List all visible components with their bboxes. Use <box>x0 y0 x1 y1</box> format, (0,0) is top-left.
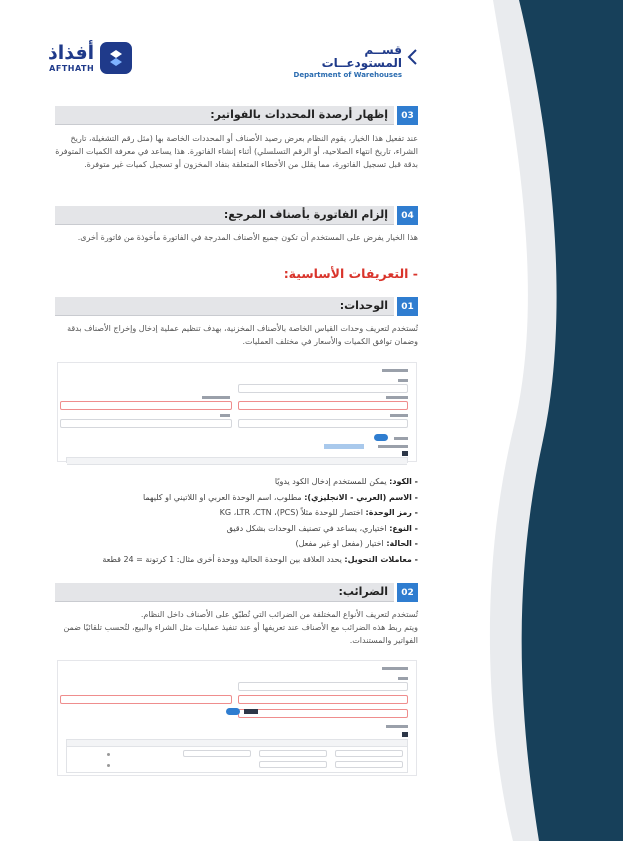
table-cell-input <box>259 750 327 757</box>
tax-rates-table <box>66 739 408 773</box>
section-heading-taxes <box>55 583 418 602</box>
code-field <box>238 682 408 691</box>
section-title: إظهار أرصدة المحددات بالفواتير: <box>210 108 388 121</box>
section-title: الوحدات: <box>339 299 388 312</box>
form-label <box>382 667 408 670</box>
section-title: إلزام الفاتورة بأصناف المرجع: <box>223 208 388 221</box>
taxes-form-screenshot <box>57 660 417 776</box>
form-label <box>378 445 408 448</box>
units-form-screenshot <box>57 362 417 462</box>
list-item: - النوع: اختياري، يساعد في تصنيف الوحدات بشكل دقيق <box>226 523 418 533</box>
table-cell-input <box>183 750 251 757</box>
list-item: - الحالة: اختيار (مفعل او غير مفعل) <box>295 539 418 549</box>
name-english-field <box>60 695 232 704</box>
table-header <box>67 458 407 465</box>
form-label <box>382 369 408 372</box>
section-heading-04 <box>55 206 418 225</box>
section-heading-03 <box>55 106 418 125</box>
table-cell-input <box>259 761 327 768</box>
table-cell-input <box>335 761 403 768</box>
list-item: - رمز الوحدة: اختصار للوحدة مثلاً KG ،LTR ،CTN ،(PCS) <box>219 508 418 518</box>
section-body-units: تُستخدم لتعريف وحدات القياس الخاصة بالأصناف المخزنية، بهدف تنظيم عملية إدخال وإخراج الأصناف بدقة وضمان توافق الكميات والأسعار في مختلف العمليات. <box>67 324 418 347</box>
list-item: - معاملات التحويل: يحدد العلاقة بين الوحدة الحالية ووحدة أخرى مثال: 1 كرتونة = 24 قطعة <box>102 554 418 564</box>
chevron-left-icon <box>405 48 419 66</box>
section-heading-units <box>55 297 418 316</box>
logo-english: AFTHATH <box>49 63 95 73</box>
section-number: 04 <box>397 206 418 225</box>
form-label <box>386 725 408 728</box>
name-english-field <box>60 401 232 410</box>
name-arabic-field <box>238 695 408 704</box>
row-action-icon <box>107 764 110 767</box>
section-title: الضرائب: <box>338 585 388 598</box>
type-field <box>60 419 232 428</box>
section-number: 02 <box>397 583 418 602</box>
form-label <box>220 414 230 417</box>
status-badge <box>244 709 258 714</box>
section-body-04: هذا الخيار يفرض على المستخدم أن تكون جميع الأصناف المدرجة في الفاتورة مأخوذة من فاتورة أخرى. <box>77 233 418 242</box>
section-body-03: عند تفعيل هذا الخيار، يقوم النظام بعرض رصيد الأصناف أو المحددات الخاصة بها (مثل رقم التشغيلة، تاريخ الشراء، تاريخ انتهاء الصلاحية، أو الرقم التسلسلي) أثناء إنشاء الفاتورة. هذا يساعد في معرفة الكميات المتوفرة بدقة قبل تسجيل الفاتورة، مما يقلل من الأخطاء المتعلقة بنفاد المخزون أو تسجيل كميات غير متوفرة. <box>55 134 418 170</box>
code-field <box>238 384 408 393</box>
status-toggle <box>226 708 240 715</box>
table-cell-input <box>335 750 403 757</box>
section-body-taxes-1: تُستخدم لتعريف الأنواع المختلفة من الضرائب التي تُطبّق على الأصناف داخل النظام. <box>140 610 418 619</box>
form-label <box>398 677 408 680</box>
add-row-button <box>402 732 408 737</box>
name-arabic-field <box>238 401 408 410</box>
logo-text <box>48 41 95 73</box>
form-label <box>398 379 408 382</box>
unit-symbol-field <box>238 419 408 428</box>
department-title <box>290 44 402 80</box>
basic-definitions-heading: - التعريفات الأساسية: <box>283 266 418 281</box>
add-conversion-button <box>324 444 364 449</box>
list-item: - الكود: يمكن للمستخدم إدخال الكود يدويًا <box>274 477 418 486</box>
row-action-icon <box>107 753 110 756</box>
department-title-arabic: قســم المستودعــات <box>321 43 402 71</box>
status-toggle <box>374 434 388 441</box>
section-number: 01 <box>397 297 418 316</box>
units-fields-list <box>60 474 418 568</box>
section-number: 03 <box>397 106 418 125</box>
form-label <box>386 396 408 399</box>
list-item: - الاسم (العربي - الانجليزي): مطلوب، اسم الوحدة العربي او اللاتيني او كليهما <box>142 492 418 502</box>
section-body-taxes-2: ويتم ربط هذه الضرائب مع الأصناف عند تعريفها أو عند تنفيذ عمليات مثل الشراء والبيع، لتُحسب تلقائيًا ضمن الفواتير والمستندات. <box>63 623 418 646</box>
form-label <box>202 396 230 399</box>
table-header <box>67 740 407 747</box>
form-label <box>394 437 408 440</box>
logo-arabic: أفذاذ <box>48 41 95 64</box>
logo-mark-icon <box>100 42 132 74</box>
tax-type-field <box>238 709 408 718</box>
company-logo <box>48 40 148 76</box>
form-label <box>390 414 408 417</box>
conversion-table <box>66 457 408 463</box>
department-title-english: Department of Warehouses <box>293 71 402 80</box>
add-row-button <box>402 451 408 456</box>
